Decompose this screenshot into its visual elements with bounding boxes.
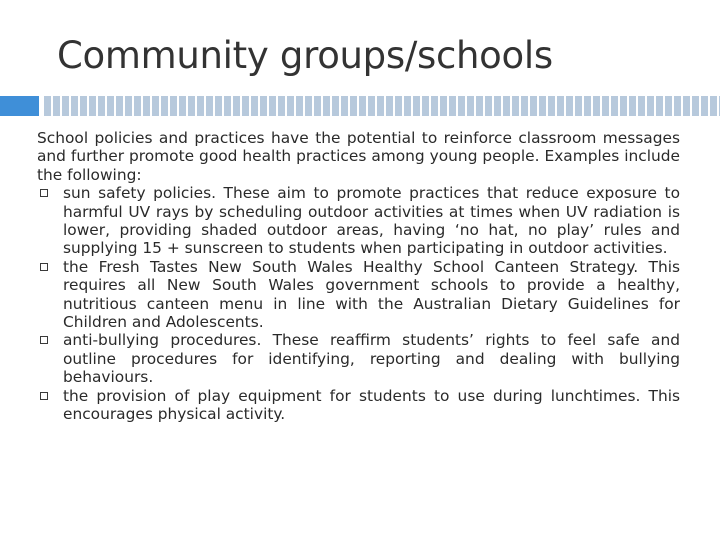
title-accent-bar bbox=[0, 96, 720, 116]
slide-content bbox=[37, 129, 680, 424]
bullet-text: sun safety policies. These aim to promote practices that reduce exposure to harmful UV rays by scheduling outdoor activities at times when UV radiation is lower, providing shaded outdoor areas, having ‘no hat, no play’ rules and supplying 15 + sunscreen to students when participating in outdoor activities. bbox=[63, 184, 680, 258]
bullet-item bbox=[37, 184, 680, 258]
bullet-text: the provision of play equipment for students to use during lunchtimes. This encourages physical activity. bbox=[63, 386, 680, 424]
accent-stripes bbox=[44, 96, 720, 116]
square-bullet-icon bbox=[40, 263, 48, 271]
bullet-list bbox=[37, 184, 680, 423]
bullet-text: anti-bullying procedures. These reaffirm students’ rights to feel safe and outline procedures for identifying, reporting and dealing with bullying behaviours. bbox=[63, 331, 680, 387]
square-bullet-icon bbox=[40, 392, 48, 400]
accent-block bbox=[0, 96, 39, 116]
square-bullet-icon bbox=[40, 189, 48, 197]
bullet-item bbox=[37, 331, 680, 386]
intro-paragraph: School policies and practices have the potential to reinforce classroom messages and further promote good health practices among young people. Examples include the following: bbox=[37, 129, 680, 184]
slide-title: Community groups/schools bbox=[57, 34, 553, 77]
bullet-text: the Fresh Tastes New South Wales Healthy School Canteen Strategy. This requires all New South Wales government schools to provide a healthy, nutritious canteen menu in line with the Australian Dietary Guidelines for Children and Adolescents. bbox=[63, 257, 680, 332]
square-bullet-icon bbox=[40, 336, 48, 344]
bullet-item bbox=[37, 258, 680, 332]
bullet-item bbox=[37, 387, 680, 424]
